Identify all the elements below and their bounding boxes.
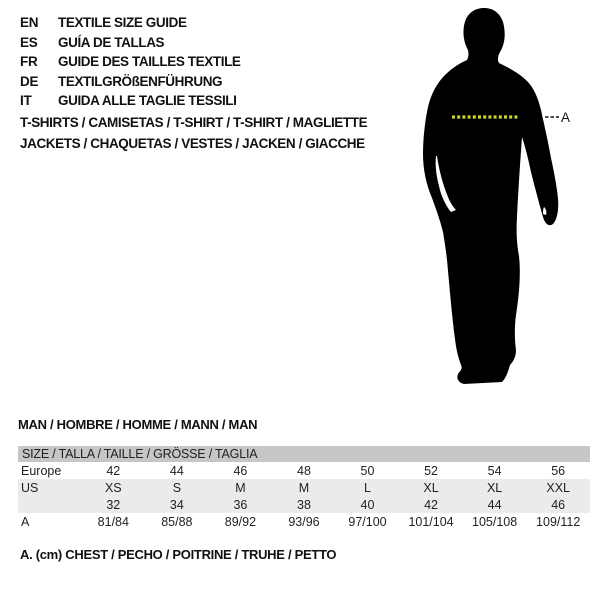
section-title-man: MAN / HOMBRE / HOMME / MANN / MAN [18, 417, 258, 432]
category-jackets: JACKETS / CHAQUETAS / VESTES / JACKEN / GIACCHE [20, 135, 365, 151]
language-code: FR [20, 54, 38, 70]
size-value-cell: 56 [551, 463, 566, 478]
size-value-cell: 42 [424, 497, 438, 512]
language-title: GUIDA ALLE TAGLIE TESSILI [58, 93, 237, 109]
row-label-cell: A [21, 514, 30, 529]
arm-gap-highlight [436, 156, 456, 212]
size-value-cell: M [235, 480, 246, 495]
size-value-cell: 38 [297, 497, 311, 512]
size-value-cell: XS [104, 480, 122, 495]
language-title: GUÍA DE TALLAS [58, 34, 165, 50]
size-value-cell: 48 [297, 463, 311, 478]
size-value-cell: M [298, 480, 310, 495]
footnote-chest-measure: A. (cm) CHEST / PECHO / POITRINE / TRUHE / PETTO [20, 547, 337, 562]
garment-categories [20, 113, 367, 154]
size-value-cell: 34 [169, 497, 184, 512]
language-title: TEXTILGRÖßENFÜHRUNG [58, 73, 223, 89]
size-value-cell: L [364, 480, 371, 495]
size-value-cell: 44 [487, 497, 502, 512]
size-value-cell: 85/88 [161, 514, 193, 529]
size-table [18, 446, 590, 530]
table-row-europe [18, 462, 590, 479]
table-row-numeric [18, 496, 590, 513]
size-value-cell: 81/84 [97, 514, 129, 529]
measure-label-a: A [561, 110, 571, 125]
table-row-chest [18, 513, 590, 530]
size-value-cell: 97/100 [348, 514, 387, 529]
size-value-cell: 44 [169, 463, 184, 478]
row-label-cell: Europe [21, 463, 62, 478]
row-label-cell [18, 496, 82, 513]
language-code: DE [20, 73, 39, 89]
size-value-cell: 109/112 [536, 514, 581, 529]
size-value-cell: 40 [360, 497, 375, 512]
size-value-cell: 46 [551, 497, 566, 512]
size-value-cell: 93/96 [288, 514, 320, 529]
table-header-row [18, 446, 590, 462]
size-value-cell: 36 [233, 497, 248, 512]
language-title: GUIDE DES TAILLES TEXTILE [58, 54, 241, 70]
size-value-cell: 105/108 [472, 514, 518, 529]
size-value-cell: 89/92 [224, 514, 257, 529]
row-label-cell: US [21, 480, 39, 495]
size-value-cell: 42 [106, 463, 121, 478]
language-code: IT [20, 93, 32, 109]
language-list [20, 13, 241, 111]
hand-highlight [543, 207, 546, 215]
language-code: EN [20, 15, 39, 31]
size-value-cell: 101/104 [408, 514, 454, 529]
table-header-cell: SIZE / TALLA / TAILLE / GRÖSSE / TAGLIA [18, 446, 590, 462]
language-row-it [20, 91, 241, 111]
size-value-cell: 50 [360, 463, 375, 478]
size-value-cell: XL [423, 480, 439, 495]
language-row-fr [20, 52, 241, 72]
language-row-de [20, 72, 241, 92]
language-title: TEXTILE SIZE GUIDE [58, 15, 187, 31]
table-row-us [18, 479, 590, 496]
size-value-cell: 32 [106, 497, 121, 512]
category-tshirts: T-SHIRTS / CAMISETAS / T-SHIRT / T-SHIRT / MAGLIETTE [20, 115, 368, 130]
size-value-cell: S [172, 480, 182, 495]
size-value-cell: 46 [233, 463, 248, 478]
size-value-cell: 52 [424, 463, 438, 478]
size-value-cell: XXL [546, 480, 570, 495]
man-silhouette-shape [423, 8, 558, 384]
size-value-cell: 54 [487, 463, 502, 478]
size-value-cell: XL [486, 480, 503, 495]
language-row-es [20, 33, 241, 53]
language-code: ES [20, 34, 38, 50]
language-row-en [20, 13, 241, 33]
